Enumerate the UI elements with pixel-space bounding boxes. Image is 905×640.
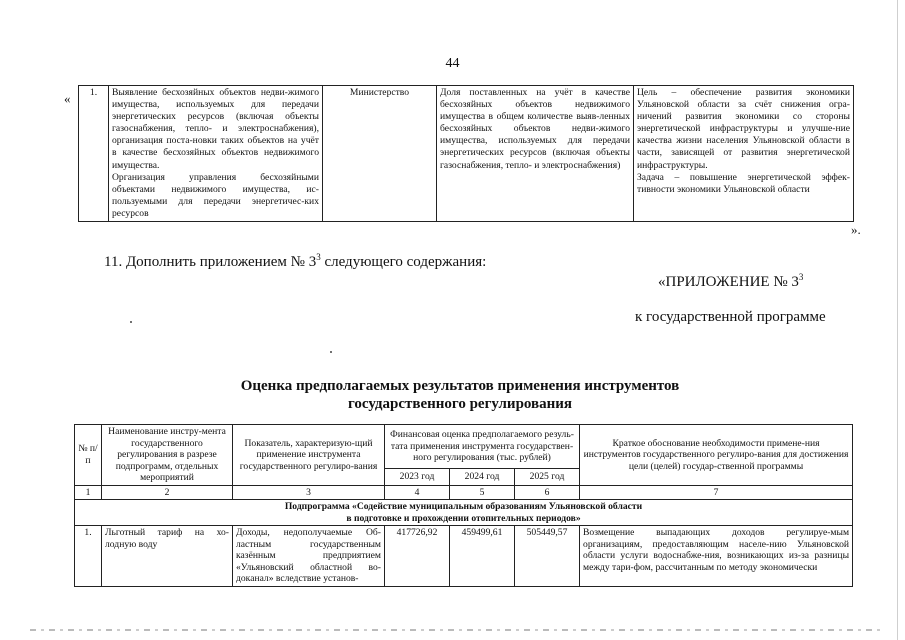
annex-subtitle: к государственной программе (635, 309, 826, 325)
annex-title-text: «ПРИЛОЖЕНИЕ № 3 (658, 274, 799, 290)
scan-speck (130, 321, 132, 323)
column-number: 1 (75, 485, 102, 500)
column-number: 6 (515, 485, 580, 500)
goal-cell (634, 86, 854, 222)
value-2025-cell: 505449,57 (515, 526, 580, 587)
goal-text: Цель – обеспечение развития экономики Ульяновской области за счёт снижения огра-ничений развития экономики со стороны энергетической инфраструктуры и улучше-ние качества жизни населения Ульяновской области в части, зависящей от развития энергетической инфраструктуры. (637, 87, 850, 171)
subprogram-title-line-2: в подготовке и прохождении отопительных периодов» (346, 512, 581, 524)
table-row (79, 86, 854, 222)
measure-cell (109, 86, 323, 222)
indicator-cell: Доходы, недополучаемые Об-ластным государственным казённым предприятием «Ульяновский областной во-доканал» вследствие установ- (233, 526, 385, 587)
column-number: 3 (233, 485, 385, 500)
continuation-table (78, 85, 854, 222)
measure-text-1: Выявление бесхозяйных объектов недви-жимого имущества, используемых для передачи энергетических ресурсов (включая объекты газоснабжения, тепло- и электроснабжения), организация поста-новки таких объектов на учёт в качестве бесхозяйных объектов недвижимого имущества. (112, 87, 319, 171)
subprogram-row (75, 500, 853, 526)
table-header-row (75, 425, 853, 469)
row-number: 1. (75, 526, 102, 587)
paragraph-11 (104, 252, 486, 271)
page-number: 44 (445, 56, 460, 71)
instrument-name-cell: Льготный тариф на хо-лодную воду (102, 526, 233, 587)
annex-title (658, 272, 803, 291)
header-year-2024: 2024 год (450, 468, 515, 485)
header-year-2023: 2023 год (385, 468, 450, 485)
header-instrument-name: Наименование инстру-мента государственного регулирования в разрезе подпрограмм, отдельных мероприятий (102, 425, 233, 486)
header-indicator: Показатель, характеризую-щий применение инструмента государственного регулиро-вания (233, 425, 385, 486)
paragraph-11-sup: 3 (316, 252, 321, 262)
value-2023-cell: 417726,92 (385, 526, 450, 587)
column-number: 2 (102, 485, 233, 500)
closing-quote: ». (851, 222, 861, 237)
document-title-line-1: Оценка предполагаемых результатов применения инструментов (240, 378, 680, 394)
document-title-line-2: государственного регулирования (347, 396, 573, 412)
header-justification: Краткое обоснование необходимости примене-ния инструментов государственного регулиро-вания для достижения цели (целей) государ-ственной программы (580, 425, 853, 486)
value-2024-cell: 459499,61 (450, 526, 515, 587)
annex-title-sup: 3 (798, 272, 804, 282)
opening-quote: « (64, 91, 71, 106)
indicator-cell: Доля поставленных на учёт в качестве бесхозяйных объектов недвижимого имущества в общем количестве выяв-ленных бесхозяйных объектов недви-жимого имущества, используемых для передачи энергетических ресурсов (включая объекты газоснабжения, тепло- и электроснабжения) (437, 86, 634, 222)
header-financial-estimate: Финансовая оценка предполагаемого резуль-тата применения инструмента государствен-ного регулирования (тыс. рублей) (385, 425, 580, 469)
table-row (75, 526, 853, 587)
header-year-2025: 2025 год (515, 468, 580, 485)
task-text: Задача – повышение энергетической эффек-тивности экономики Ульяновской области (637, 171, 850, 195)
subprogram-title (75, 500, 853, 526)
executor-cell: Министерство (323, 86, 437, 222)
paragraph-11-text: 11. Дополнить приложением № 3 (104, 254, 317, 270)
scan-speck (330, 351, 332, 353)
page-edge (897, 0, 898, 640)
column-number: 4 (385, 485, 450, 500)
subprogram-title-line-1: Подпрограмма «Содействие муниципальным образованиям Ульяновской области (284, 501, 643, 512)
document-title (160, 377, 760, 413)
column-numbers-row (75, 485, 853, 500)
justification-cell: Возмещение выпадающих доходов регулируе-мым организациям, предоставляющим населе-нию Ульяновской области услуги водоснабже-ния, возникающих из-за разницы между тари-фом, рассчитанным по методу экономически (580, 526, 853, 587)
header-num: № п/п (75, 425, 102, 486)
results-table (74, 424, 853, 587)
paragraph-11-tail: следующего содержания: (320, 254, 487, 270)
column-number: 5 (450, 485, 515, 500)
column-number: 7 (580, 485, 853, 500)
measure-text-2: Организация управления бесхозяйными объектами недвижимого имущества, ис-пользуемыми для передачи энергетичес-ких ресурсов (112, 171, 319, 219)
scan-artifact-line (30, 629, 880, 631)
row-number: 1. (79, 86, 109, 222)
